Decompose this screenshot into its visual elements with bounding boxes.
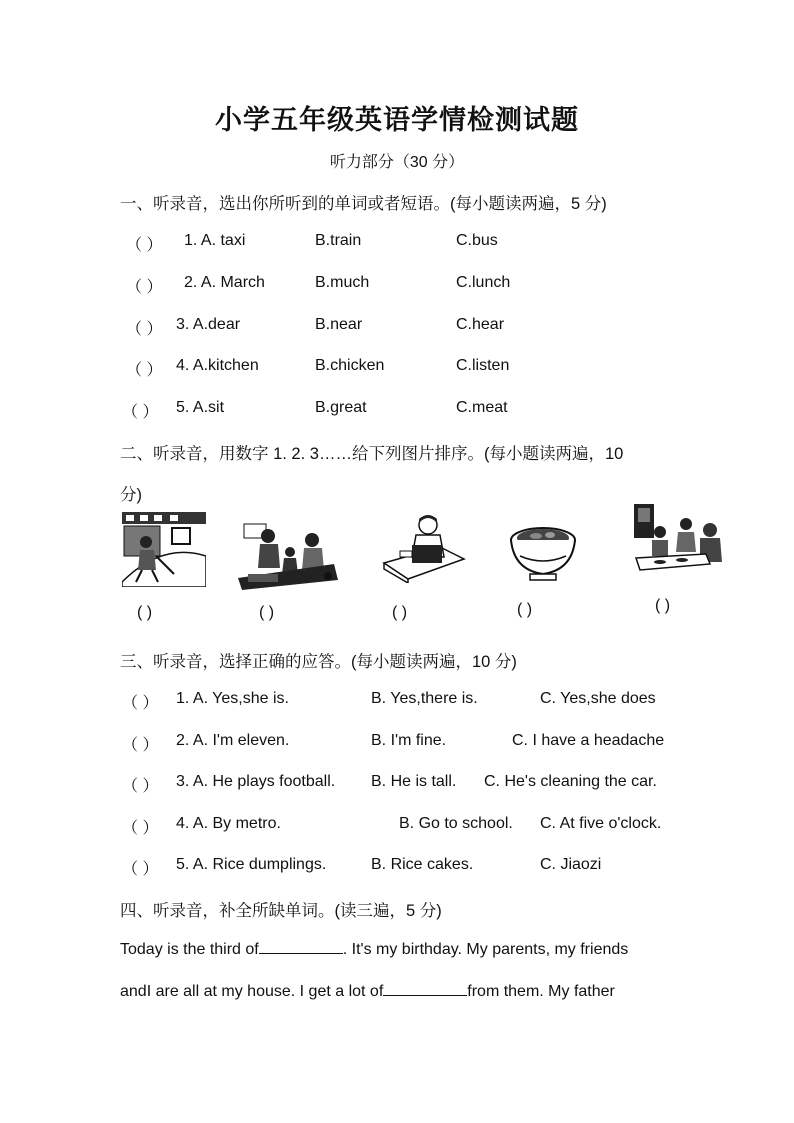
option-b: B.great (315, 399, 367, 416)
answer-paren: （ ） (122, 695, 159, 712)
option-b: B. Rice cakes. (371, 856, 474, 873)
answer-paren: （ ） (122, 404, 159, 421)
option-c: C.hear (456, 316, 505, 333)
option-a: 2. A. March (184, 274, 265, 291)
cloze-text: Today is the third of (120, 941, 259, 958)
page-title: 小学五年级英语学情检测试题 (215, 105, 579, 136)
cloze-blank-2[interactable] (383, 981, 467, 996)
section2-heading-line1: 二、听录音，用数字 1. 2. 3……给下列图片排序。(每小题读两遍，10 (120, 445, 624, 463)
option-c: C. At five o'clock. (540, 815, 662, 832)
answer-paren: （ ） (122, 778, 159, 795)
answer-paren: （ ） (126, 279, 163, 296)
option-a: 5. A.sit (176, 399, 225, 416)
section2-heading-line2: 分) (120, 486, 142, 504)
option-a: 3. A. He plays football. (176, 773, 336, 790)
option-c: C.bus (456, 232, 498, 249)
section1-heading: 一、听录音，选出你所听到的单词或者短语。(每小题读两遍，5 分) (120, 195, 607, 213)
answer-paren: （ ） (126, 362, 163, 379)
option-c: C.listen (456, 357, 510, 374)
answer-paren: （ ） (126, 237, 163, 254)
option-b: B.chicken (315, 357, 385, 374)
option-a: 3. A.dear (176, 316, 241, 333)
option-b: B. Yes,there is. (371, 690, 478, 707)
picture-2-order-blank[interactable]: ( ) (259, 604, 275, 621)
option-b: B. He is tall. (371, 773, 457, 790)
answer-paren: （ ） (122, 861, 159, 878)
option-a: 2. A. I'm eleven. (176, 732, 290, 749)
cloze-line-2 (120, 981, 615, 1001)
option-c: C. He's cleaning the car. (484, 773, 657, 790)
answer-paren: （ ） (126, 321, 163, 338)
option-b: B. I'm fine. (371, 732, 447, 749)
picture-1-order-blank[interactable]: ( ) (137, 604, 153, 621)
option-c: C.meat (456, 399, 508, 416)
section3-heading: 三、听录音，选择正确的应答。(每小题读两遍，10 分) (120, 653, 517, 671)
cloze-line-1 (120, 939, 628, 959)
answer-paren: （ ） (122, 820, 159, 837)
option-c: C. Yes,she does (540, 690, 656, 707)
noodle-bowl-picture (508, 518, 578, 584)
answer-paren: （ ） (122, 737, 159, 754)
family-at-table-picture (630, 502, 724, 578)
cloze-text: andI are all at my house. I get a lot of (120, 983, 384, 1000)
option-b: B. Go to school. (399, 815, 513, 832)
cloze-text: from them. My father (467, 983, 615, 1000)
section4-heading: 四、听录音，补全所缺单词。(读三遍，5 分) (120, 902, 442, 920)
option-c: C. I have a headache (512, 732, 665, 749)
option-a: 1. A. Yes,she is. (176, 690, 289, 707)
picture-4-order-blank[interactable]: ( ) (517, 601, 533, 618)
option-c: C.lunch (456, 274, 511, 291)
cleaning-scene-picture (122, 512, 206, 587)
family-living-room-picture (238, 520, 338, 590)
cloze-text: . It's my birthday. My parents, my friends (342, 941, 629, 958)
page-subtitle: 听力部分（30 分） (329, 154, 465, 171)
option-b: B.near (315, 316, 363, 333)
cloze-blank-1[interactable] (259, 939, 343, 954)
picture-5-order-blank[interactable]: ( ) (655, 597, 671, 614)
option-b: B.much (315, 274, 370, 291)
option-a: 1. A. taxi (184, 232, 246, 249)
picture-3-order-blank[interactable]: ( ) (392, 604, 408, 621)
option-a: 4. A. By metro. (176, 815, 281, 832)
boy-with-box-picture (380, 515, 466, 583)
option-b: B.train (315, 232, 362, 249)
option-a: 5. A. Rice dumplings. (176, 856, 327, 873)
option-c: C. Jiaozi (540, 856, 602, 873)
option-a: 4. A.kitchen (176, 357, 259, 374)
